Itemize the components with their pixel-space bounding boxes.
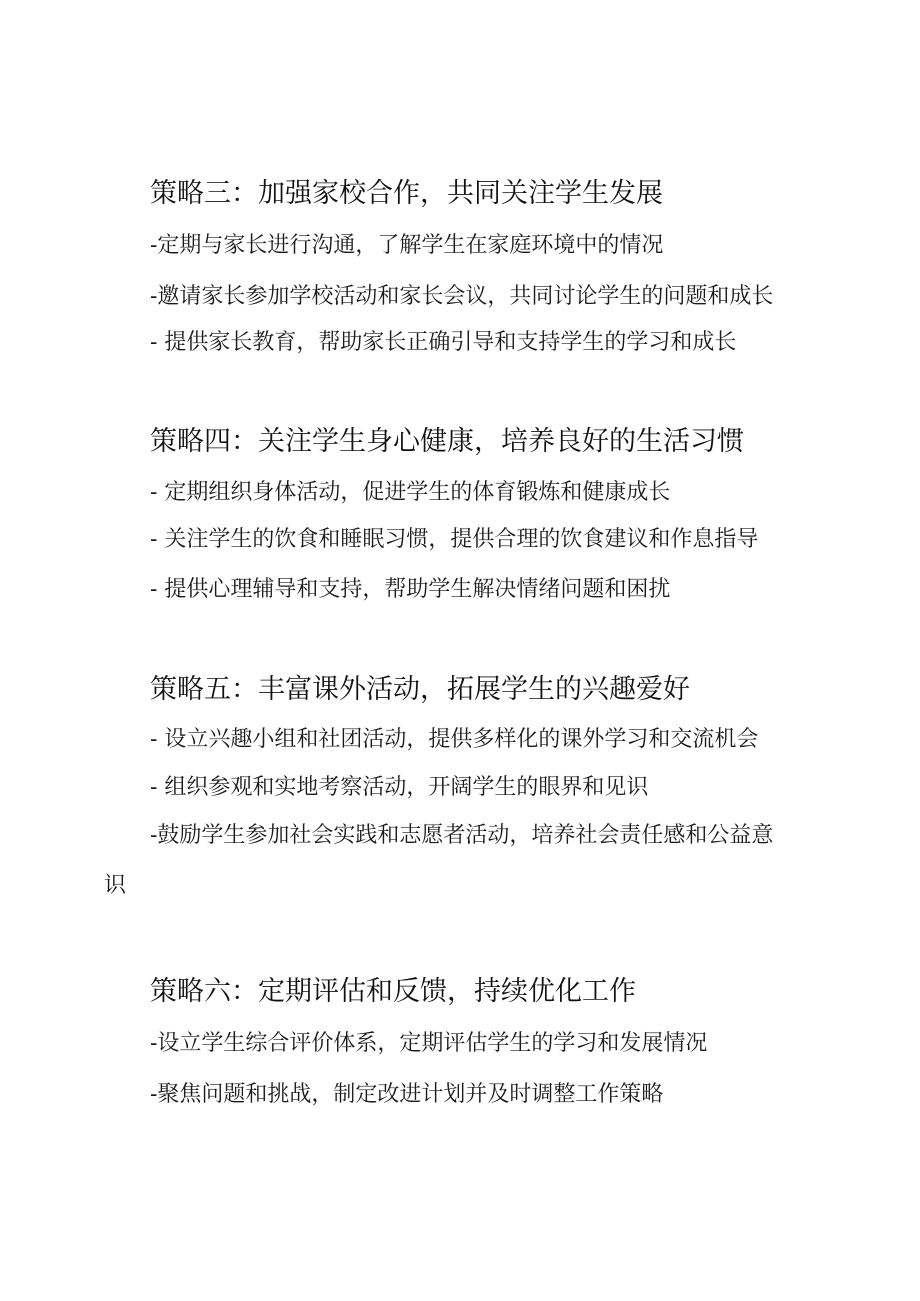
list-item: -设立学生综合评价体系，定期评估学生的学习和发展情况 xyxy=(150,1031,708,1056)
section-heading-3: 策略三：加强家校合作，共同关注学生发展 xyxy=(150,178,663,209)
section-heading-5: 策略五：丰富课外活动，拓展学生的兴趣爱好 xyxy=(150,674,690,705)
list-item: - 提供家长教育，帮助家长正确引导和支持学生的学习和成长 xyxy=(150,330,737,355)
list-item: -定期与家长进行沟通，了解学生在家庭环境中的情况 xyxy=(150,233,664,258)
list-item-continuation: 识 xyxy=(104,873,127,898)
list-item: - 设立兴趣小组和社团活动，提供多样化的课外学习和交流机会 xyxy=(150,727,759,752)
list-item: -邀请家长参加学校活动和家长会议，共同讨论学生的问题和成长 xyxy=(150,284,774,309)
list-item: - 提供心理辅导和支持，帮助学生解决情绪问题和困扰 xyxy=(150,577,671,602)
list-item: -鼓励学生参加社会实践和志愿者活动，培养社会责任感和公益意 xyxy=(150,823,774,848)
list-item: -聚焦问题和挑战，制定改进计划并及时调整工作策略 xyxy=(150,1082,664,1107)
list-item: - 组织参观和实地考察活动，开阔学生的眼界和见识 xyxy=(150,775,649,800)
list-item: - 定期组织身体活动，促进学生的体育锻炼和健康成长 xyxy=(150,480,671,505)
list-item: - 关注学生的饮食和睡眠习惯，提供合理的饮食建议和作息指导 xyxy=(150,527,759,552)
section-heading-4: 策略四：关注学生身心健康，培养良好的生活习惯 xyxy=(150,426,744,457)
section-heading-6: 策略六：定期评估和反馈，持续优化工作 xyxy=(150,976,636,1007)
